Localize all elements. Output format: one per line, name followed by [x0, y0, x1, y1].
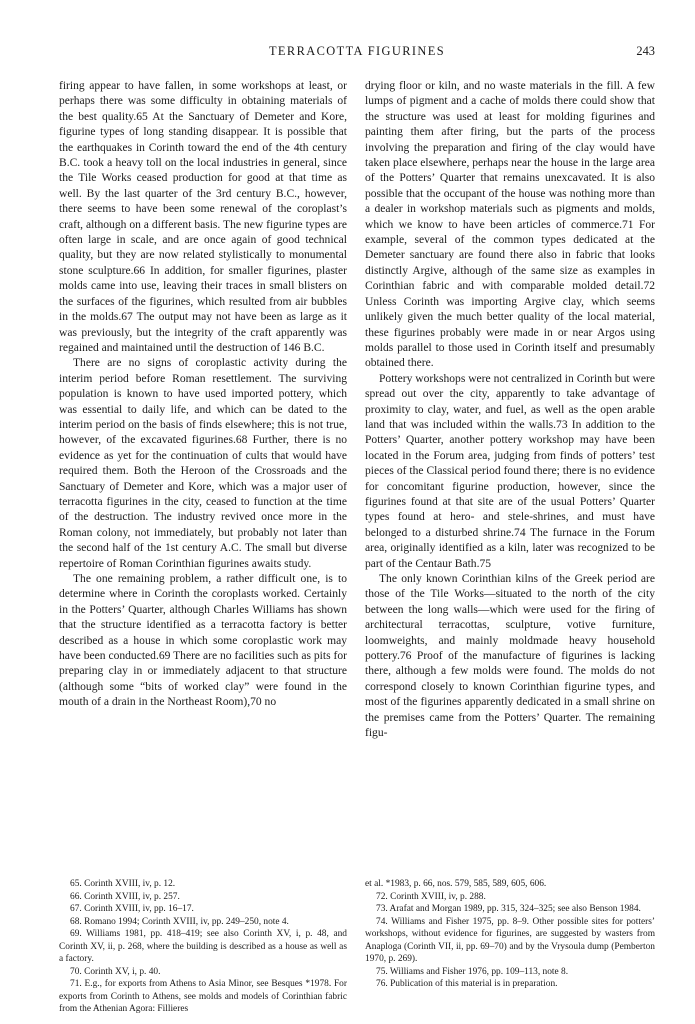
footnote: 66. Corinth XVIII, iv, p. 257. — [70, 891, 180, 902]
footnote: 74. Williams and Fisher 1975, pp. 8–9. Other possible sites for potters’ workshops, without evidence for figurines, are suggested by wasters from Anaploga (Corinth VII, ii, pp. 69–70) and by the Vrysoula dump (Pemberton 1970, p. 269). — [365, 916, 655, 965]
paragraph: There are no signs of coroplastic activity during the interim period before Roman resettlement. The surviving population is known to have used imported pottery, which was essential to daily life, and which can be dated to the interim period on the basis of finds elsewhere; this is not true, however, of the excavated figurines.68 Further, there is no evidence as yet for the continuation of cults that would have required them. Both the Heroon of the Crossroads and the Sanctuary of Demeter and Kore, which was a major user of terracotta figurines in the city, ceased to function at the time of the destruction. The industry revived once more in the Roman colony, not immediately, but probably not later than the second half of the 1st century A.C. The small but diverse repertoire of Roman Corinthian figurines awaits study. — [59, 357, 347, 570]
footnote-continuation: et al. *1983, p. 66, nos. 579, 585, 589, 605, 606. — [365, 879, 547, 889]
body-column-right — [365, 79, 655, 741]
footnotes-left — [59, 878, 347, 1016]
paragraph: The one remaining problem, a rather difficult one, is to determine where in Corinth the coroplasts worked. Certainly in the Potters’ Quarter, although Charles Williams has shown that the structure identified as a terracotta factory is better described as a house in which some coroplastic work may have been conducted.69 There are no facilities such as pits for preparing clay in or immediately adjacent to that structure (although some “bits of worked clay” were found in the mouth of a drain in the Northeast Room),70 no — [59, 573, 347, 709]
paragraph: firing appear to have fallen, in some workshops at least, or perhaps there was some difficulty in obtaining materials of the best quality.65 At the Sanctuary of Demeter and Kore, figurine types of long standing disappear. It is possible that the earthquakes in Corinth toward the end of the 4th century B.C. took a heavy toll on the local industries in general, since the Tile Works ceased production for good at that time as well. By the last quarter of the 3rd century B.C., however, there seems to have been some renewal of the coroplast’s craft, although on a different basis. The new figurine types are often large in scale, and are once again of good technical quality, but they are now related stylistically to monumental stone sculpture.66 In addition, for smaller figurines, plaster molds came into use, leaving their traces in small blisters on the surfaces of the figurines, which resulted from air bubbles in the molds.67 The output may not have been as large as it was previously, but the integrity of the craft apparently was regained and maintained until the destruction of 146 B.C. — [59, 80, 347, 354]
paragraph: Pottery workshops were not centralized in Corinth but were spread out over the city, apparently to take advantage of proximity to clay, water, and fuel, as well as the open arable land that was included within the walls.73 In addition to the Potters’ Quarter, another pottery workshop may have been located in the Forum area, judging from finds of potters’ test pieces of the Classical period found there; there is no evidence for concomitant figurine production, however, since the figurines found at that site are of the usual Potters’ Quarter types found at hero- and stele-shrines, and must have belonged to a disturbed shrine.74 The furnace in the Forum area, originally identified as a kiln, later was recognized to be part of the Centaur Bath.75 — [365, 372, 655, 570]
paragraph: The only known Corinthian kilns of the Greek period are those of the Tile Works—situated to the north of the city between the long walls—which were used for the firing of architectural terracottas, sculpture, votive furniture, loomweights, and mainly moldmade heavy household pottery.76 Proof of the manufacture of figurines is lacking there, although a few molds were found. The molds do not correspond closely to known Corinthian figurine types, and most of the figurines apparently dedicated in a small shrine on the premises came from the Potters’ Quarter. The remaining figu- — [365, 573, 655, 740]
footnote: 71. E.g., for exports from Athens to Asia Minor, see Besques *1978. For exports from Corinth to Athens, see molds and models of Corinthian fabric from the Athenian Agora: Fillieres — [59, 979, 347, 1015]
paragraph: drying floor or kiln, and no waste materials in the fill. A few lumps of pigment and a cache of molds there could show that the structure was used at least for molding figurines and painting them after firing, but the parts of the process involving the preparation and firing of the clay would have taken place elsewhere, perhaps near the house in the large area of the Potters’ Quarter that remains unexcavated. It is also possible that the occupant of the house was nothing more than a dealer in workshop materials such as pigments and molds, which we know to have been articles of commerce.71 For example, several of the common types dedicated at the Demeter sanctuary are found there also in fabric that looks distinctly Argive, although of the same size as examples in Corinthian fabric and with comparable molded detail.72 Unless Corinth was importing Argive clay, which seems unlikely given the much better quality of the local material, these figurines probably were made in or near Argos using molds parallel to those used in Corinth itself and presumably obtained there. — [365, 80, 655, 370]
body-column-left — [59, 79, 347, 711]
footnote: 75. Williams and Fisher 1976, pp. 109–113, note 8. — [376, 966, 569, 977]
running-head: TERRACOTTA FIGURINES — [268, 44, 446, 58]
footnote: 67. Corinth XVIII, iv, pp. 16–17. — [70, 904, 194, 915]
page-number: 243 — [636, 44, 655, 58]
footnote: 68. Romano 1994; Corinth XVIII, iv, pp. 249–250, note 4. — [70, 916, 289, 927]
page-header — [59, 44, 655, 60]
footnote: 70. Corinth XV, i, p. 40. — [70, 966, 161, 977]
footnotes-right — [365, 878, 655, 991]
footnote: 76. Publication of this material is in preparation. — [376, 979, 558, 990]
footnote: 69. Williams 1981, pp. 418–419; see also Corinth XV, i, p. 48, and Corinth XV, ii, p. 268, where the building is described as a house as well as a factory. — [59, 929, 347, 965]
footnote: 73. Arafat and Morgan 1989, pp. 315, 324–325; see also Benson 1984. — [376, 904, 641, 915]
footnote: 65. Corinth XVIII, iv, p. 12. — [70, 879, 176, 889]
footnote: 72. Corinth XVIII, iv, p. 288. — [376, 891, 486, 902]
